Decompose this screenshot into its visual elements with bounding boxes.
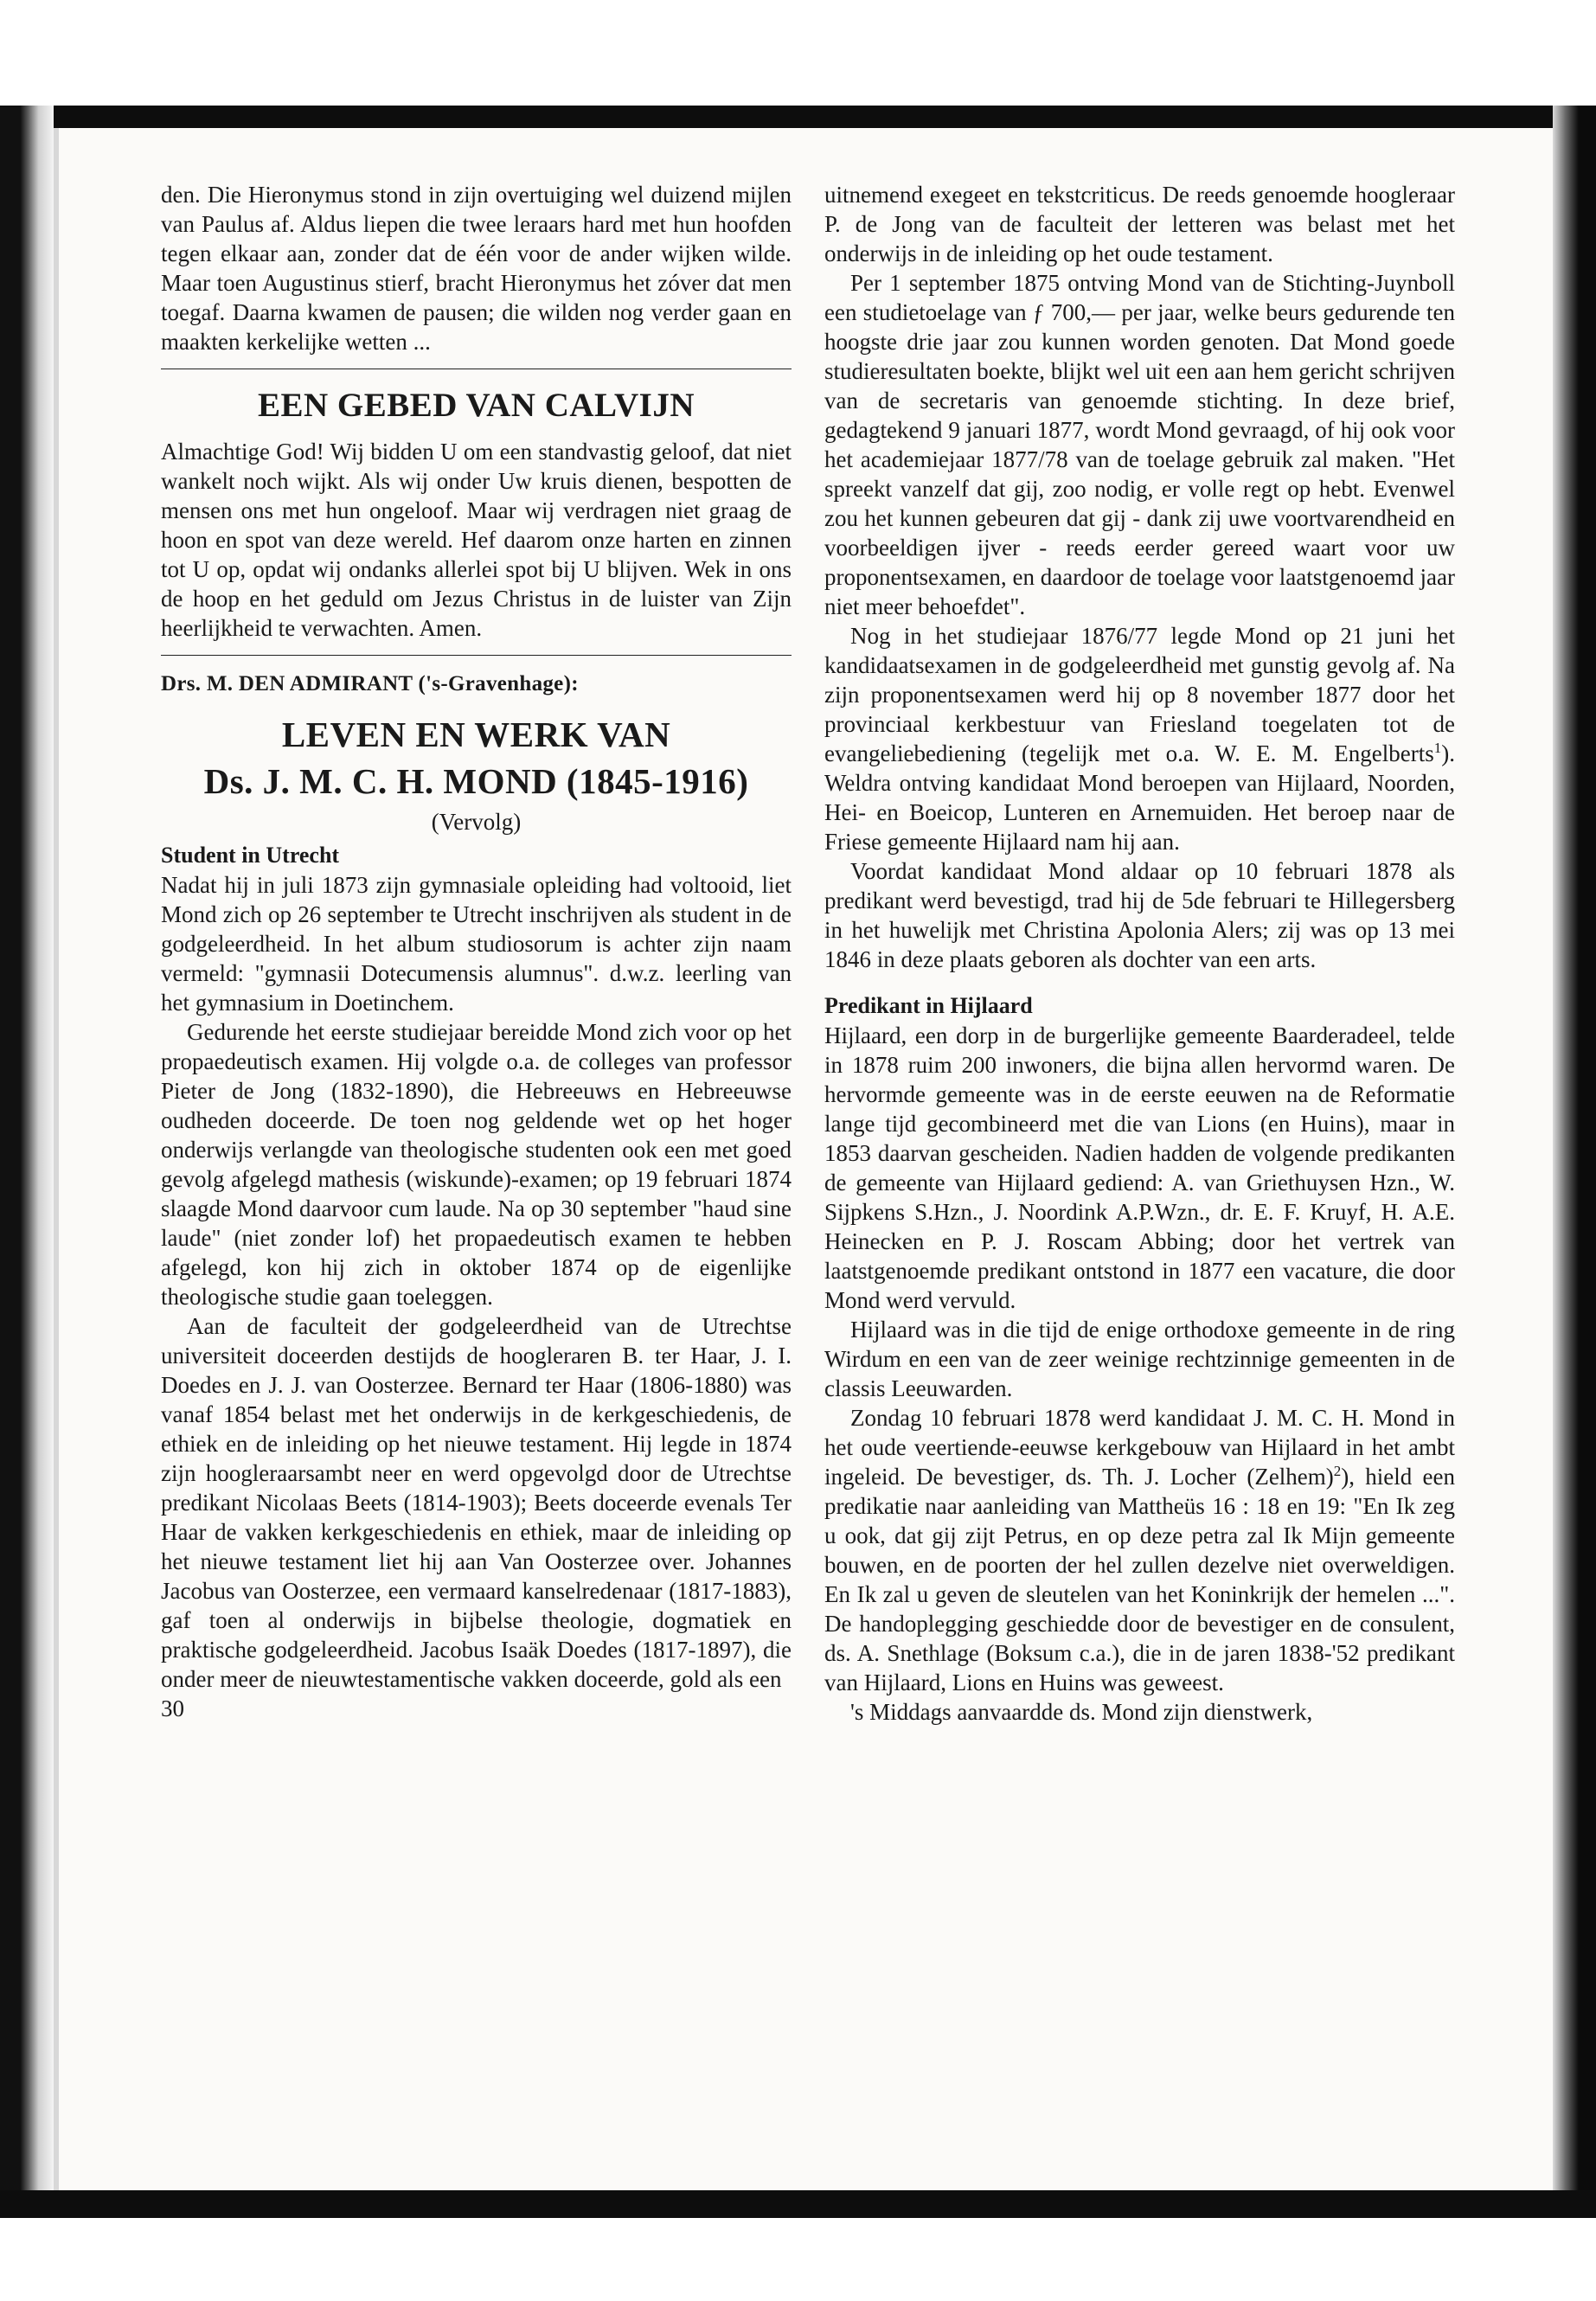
footnote-marker: 1 [1433,740,1442,756]
continuation-label: (Vervolg) [431,809,522,835]
paragraph-text: Nog in het studiejaar 1876/77 legde Mond op 21 juni het kandidaatsexamen in de godgeleerdheid met gunstig gevolg af. Na zijn proponentsexamen werd hij op 8 november 1877 door het provinciaal kerkbestuur van Friesland toegelaten tot de evangeliebediening (tegelijk met o.a. W. E. M. Engelberts [824,623,1455,766]
paragraph-text: Zondag 10 februari 1878 werd kandidaat J. M. C. H. Mond in het oude veertiende-eeuwse kerkgebouw van Hijlaard in het ambt ingeleid. De bevestiger, ds. Th. J. Locher (Zelhem) [824,1405,1455,1490]
page-shadow [54,128,59,2190]
section-heading-utrecht: Student in Utrecht [161,843,340,868]
scan-border-top [0,106,1596,128]
prayer-title: EEN GEBED VAN CALVIJN [257,387,695,424]
prayer-text: Almachtige God! Wij bidden U om een standvastig geloof, dat niet wankelt noch wijkt. Als wij onder Uw kruis dienen, bespotten de mensen ons met hun ongeloof. Maar wij verdragen niet graag de hoon en spot van deze wereld. Hef daarom onze harten en zinnen tot U op, opdat wij ondanks allerlei spot bij U blijven. Wek in ons de hoop en het geduld om Jezus Christus in de luister van Zijn heerlijkheid te verwachten. Amen. [161,439,792,641]
opening-paragraph: den. Die Hieronymus stond in zijn overtuiging wel duizend mijlen van Paulus af. Aldus liepen die twee leraars hard met hun hoofden tegen elkaar aan, zonder dat de één voor de ander wijken wilde. Maar toen Augustinus stierf, bracht Hieronymus het zóver dat men toegaf. Daarna kwamen de pausen; die wilden nog verder gaan en maakten kerkelijke wetten ... [161,182,792,355]
book-spine-left [0,106,54,2218]
paragraph: Per 1 september 1875 ontving Mond van de Stichting-Juynboll een studietoelage van ƒ 700,— per jaar, welke beurs gedurende ten hoogste drie jaar zou kunnen worden genoten. Dat Mond goede studieresultaten boekte, blijkt wel uit een aan hem gericht schrijven van de secretaris van genoemde stichting. In deze brief, gedagtekend 9 januari 1877, wordt Mond gevraagd, of hij ook voor het academiejaar 1877/78 van de toelage gebruik zal maken. "Het spreekt vanzelf dat gij, zoo nodig, er volle regt op hebt. Evenwel zou het kunnen gebeuren dat gij - dank zij uwe voortvarendheid en voorbeeldigen ijver - reeds eerder gereed waart voor uw proponentsexamen, en daardoor de toelage voor laatstgenoemd jaar niet meer behoefdet". [824,270,1455,619]
divider [161,655,792,656]
scan-border-bottom [0,2190,1596,2218]
author-byline: Drs. M. DEN ADMIRANT ('s-Gravenhage): [161,672,579,695]
paragraph-text: ). Weldra ontving kandidaat Mond beroepen van Hijlaard, Noorden, Hei- en Boeicop, Lunteren en Arnemuiden. Het beroep naar de Friese gemeente Hijlaard nam hij aan. [824,740,1455,855]
paragraph: Hijlaard was in die tijd de enige orthodoxe gemeente in de ring Wirdum en een van de zeer weinige rechtzinnige gemeenten in de classis Leeuwarden. [824,1317,1455,1401]
paragraph-text: ), hield een predikatie naar aanleiding van Mattheüs 16 : 18 en 19: "En Ik zeg u ook, dat gij zijt Petrus, en op deze petra zal Ik Mijn gemeente bouwen, en de poorten der hel zullen dezelve niet overweldigen. En Ik zal u geven de sleutelen van het Koninkrijk der hemelen ...". De handoplegging geschiedde door de bevestiger en de consulent, ds. A. Snethlage (Boksum c.a.), die in de jaren 1838-'52 predikant van Hijlaard, Lions en Huins was geweest. [824,1464,1455,1695]
article-title-line-2: Ds. J. M. C. H. MOND (1845-1916) [203,761,749,801]
paragraph: Nadat hij in juli 1873 zijn gymnasiale opleiding had voltooid, liet Mond zich op 26 september te Utrecht inschrijven als student in de godgeleerdheid. In het album studiosorum is achter zijn naam vermeld: "gymnasii Dotecumensis alumnus". d.w.z. leerling van het gymnasium in Doetinchem. [161,872,792,1016]
paragraph: Aan de faculteit der godgeleerdheid van de Utrechtse universiteit doceerden destijds de hoogleraren B. ter Haar, J. I. Doedes en J. J. van Oosterzee. Bernard ter Haar (1806-1880) was vanaf 1854 belast met het onderwijs in de kerkgeschiedenis, de ethiek en de inleiding op het nieuwe testament. Hij legde in 1874 zijn hoogleraarsambt neer en werd opgevolgd door de Utrechtse predikant Nicolaas Beets (1814-1903); Beets doceerde evenals Ter Haar de vakken kerkgeschiedenis en ethiek, maar de inleiding op het nieuwe testament liet hij aan Van Oosterzee over. Johannes Jacobus van Oosterzee, een vermaard kanselredenaar (1817-1883), gaf toen al onderwijs in bijbelse theologie, dogmatiek en praktische godgeleerdheid. Jacobus Isaäk Doedes (1817-1897), die onder meer de nieuwtestamentische vakken doceerde, gold als een [161,1313,792,1692]
footnote-marker: 2 [1333,1463,1342,1479]
paragraph: uitnemend exegeet en tekstcriticus. De reeds genoemde hoogleraar P. de Jong van de faculteit der letteren was belast met het onderwijs in de inleiding op het oude testament. [824,182,1455,266]
paragraph [824,621,1455,856]
page-number: 30 [161,1695,184,1721]
article-title-line-1: LEVEN EN WERK VAN [281,715,671,754]
left-column [161,180,792,1723]
section-heading-hijlaard: Predikant in Hijlaard [824,993,1033,1018]
paragraph: 's Middags aanvaardde ds. Mond zijn dienstwerk, [850,1699,1313,1725]
paragraph [824,1403,1455,1697]
paragraph: Voordat kandidaat Mond aldaar op 10 februari 1878 als predikant werd bevestigd, trad hij de 5de februari te Hillegersberg in het huwelijk met Christina Apolonia Alers; zij was op 13 mei 1846 in deze plaats geboren als dochter van een arts. [824,858,1455,972]
paragraph: Hijlaard, een dorp in de burgerlijke gemeente Baarderadeel, telde in 1878 ruim 200 inwoners, die bijna allen hervormd waren. De hervormde gemeente was in de eerste eeuwen na de Reformatie lange tijd gecombineerd met die van Lions (en Huins), maar in 1853 daarvan gescheiden. Nadien hadden de volgende predikanten de gemeente van Hijlaard gediend: A. van Griethuysen Hzn., W. Sijpkens S.Hzn., J. Noordink A.P.Wzn., dr. E. F. Kruyf, H. A.E. Heinecken en P. J. Roscam Abbing; door het vertrek van laatstgenoemde predikant ontstond in 1877 een vacature, die door Mond werd vervuld. [824,1022,1455,1313]
right-column [824,180,1455,1727]
book-edge-right [1553,106,1596,2218]
paragraph: Gedurende het eerste studiejaar bereidde Mond zich voor op het propaedeutisch examen. Hij volgde o.a. de colleges van professor Pieter de Jong (1832-1890), die Hebreeuws en Hebreeuwse oudheden doceerde. De toen nog geldende wet op het hoger onderwijs verlangde van theologische studenten ook een met goed gevolg afgelegd mathesis (wiskunde)-examen; op 19 februari 1874 slaagde Mond daarvoor cum laude. Na op 30 september "haud sine laude" (niet zonder lof) het propaedeutisch examen te hebben afgelegd, kon hij zich in oktober 1874 op de eigenlijke theologische studie gaan toeleggen. [161,1019,792,1310]
